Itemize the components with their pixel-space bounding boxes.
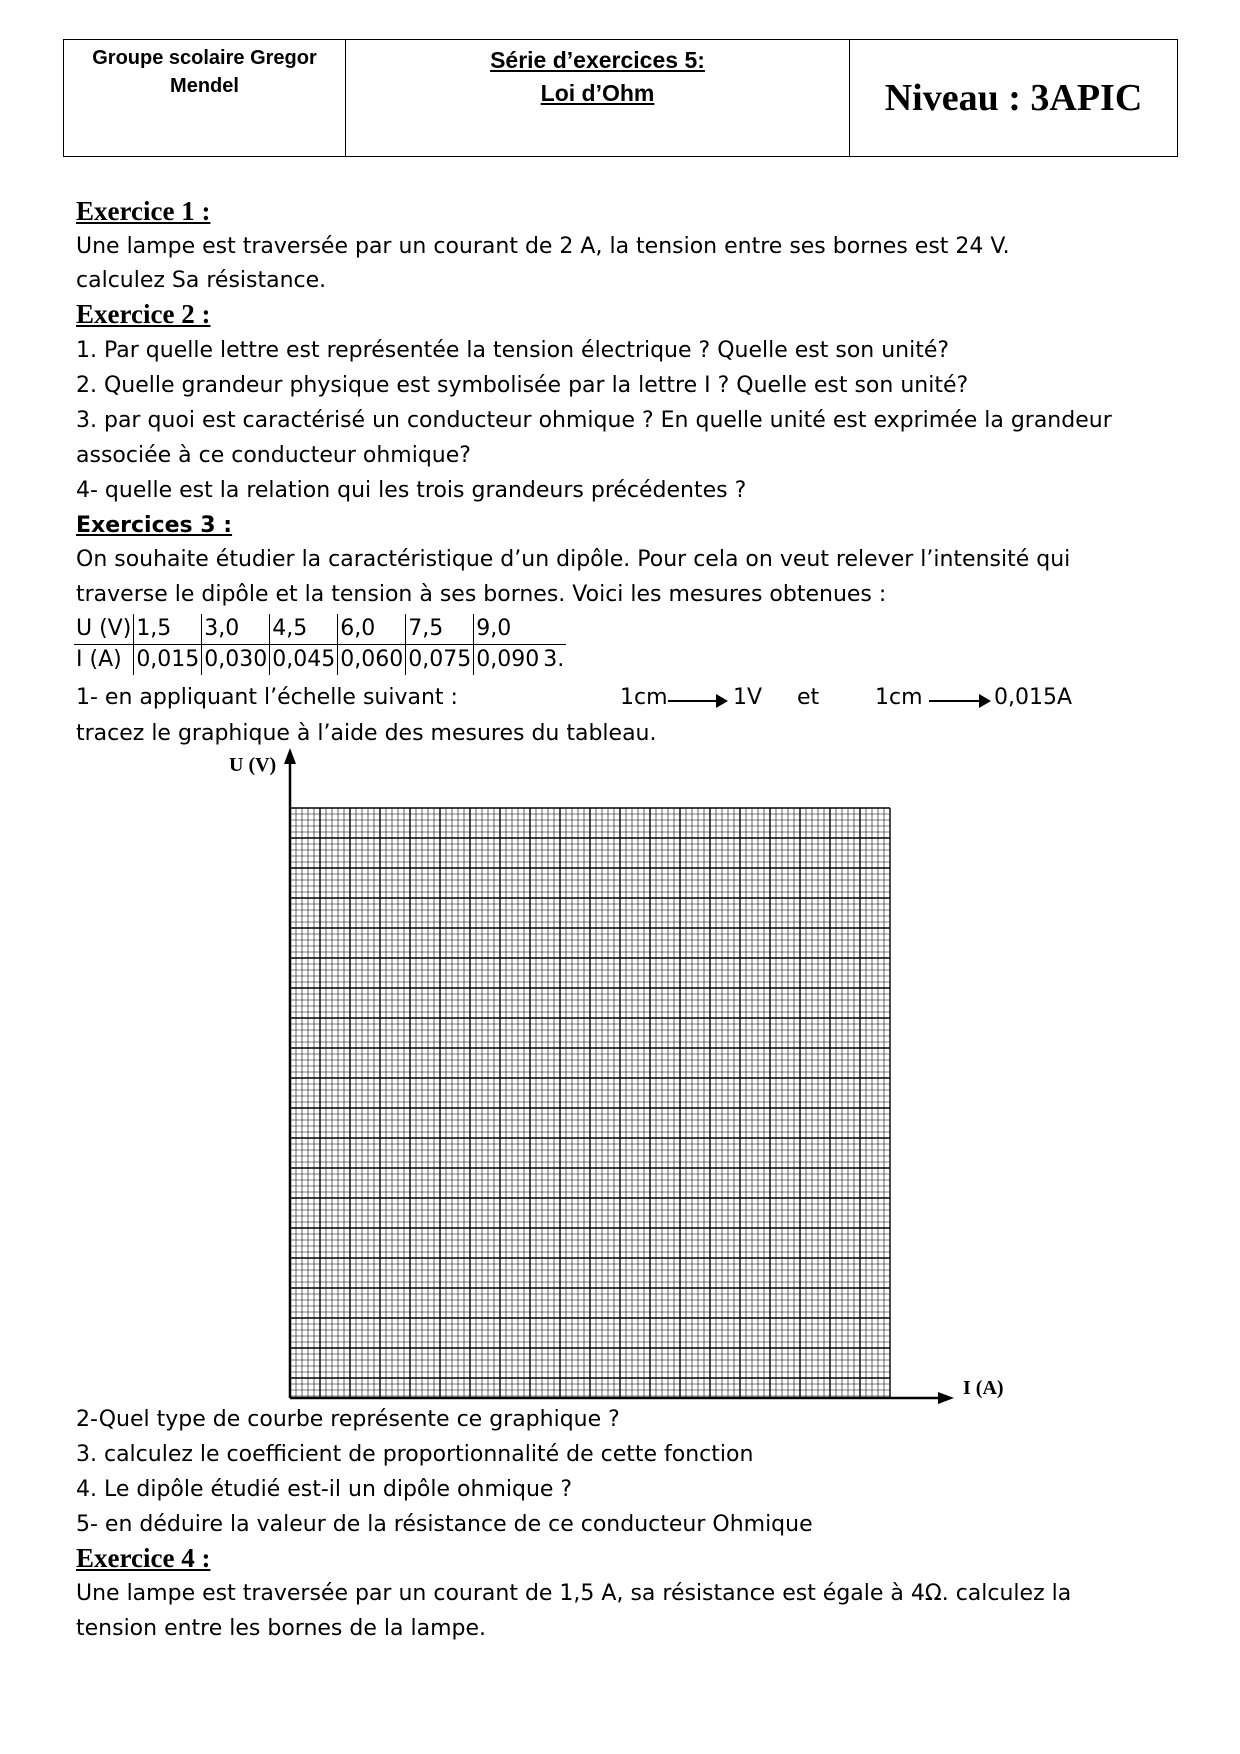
- u-value: 9,0: [474, 614, 541, 645]
- i-value: 0,060: [338, 645, 406, 676]
- i-value: 0,075: [406, 645, 474, 676]
- exercise-1-line: Une lampe est traversée par un courant de 2 A, la tension entre ses bornes est 24 V.: [76, 234, 1010, 259]
- exercise-2-line: associée à ce conducteur ohmique?: [76, 443, 471, 468]
- topic-title: Loi d’Ohm: [540, 80, 655, 106]
- level-label: Niveau : 3APIC: [884, 77, 1143, 119]
- school-name-line-2: Mendel: [170, 75, 239, 97]
- scale-a-right: 1V: [733, 685, 763, 710]
- exercise-3-title: Exercices 3 :: [76, 513, 233, 538]
- trailing-text: 3.: [543, 647, 565, 672]
- millimeter-grid: [290, 808, 890, 1398]
- y-axis-arrowhead: [284, 748, 296, 764]
- u-value: 3,0: [202, 614, 270, 645]
- scale-b-left: 1cm: [875, 685, 923, 710]
- y-axis-label: U (V): [229, 754, 277, 776]
- u-value: 7,5: [406, 614, 474, 645]
- exercise-4-line: tension entre les bornes de la lampe.: [76, 1616, 486, 1641]
- exercise-3-question-1: 1- en appliquant l’échelle suivant :: [76, 685, 458, 710]
- u-label: U (V): [74, 614, 134, 645]
- i-value: 0,090: [474, 645, 541, 676]
- u-value: 1,5: [134, 614, 202, 645]
- exercise-2-line: 2. Quelle grandeur physique est symbolisée par la lettre I ? Quelle est son unité?: [76, 373, 969, 398]
- x-axis-arrowhead: [938, 1392, 954, 1404]
- i-value: 0,015: [134, 645, 202, 676]
- exercise-2-line: 4- quelle est la relation qui les trois grandeurs précédentes ?: [76, 478, 747, 503]
- i-value: 0,045: [270, 645, 338, 676]
- u-value: 6,0: [338, 614, 406, 645]
- exercise-1-title: Exercice 1 :: [76, 196, 211, 226]
- i-label: I (A): [76, 647, 122, 672]
- exercise-2-line: 3. par quoi est caractérisé un conducteur ohmique ? En quelle unité est exprimée la grandeur: [76, 408, 1112, 433]
- exercise-2-title: Exercice 2 :: [76, 299, 211, 329]
- exercise-2-line: 1. Par quelle lettre est représentée la tension électrique ? Quelle est son unité?: [76, 338, 950, 363]
- scale-et: et: [797, 685, 820, 710]
- u-value: 4,5: [270, 614, 338, 645]
- exercise-3-question: 4. Le dipôle étudié est-il un dipôle ohmique ?: [76, 1477, 573, 1502]
- exercise-4-title: Exercice 4 :: [76, 1543, 211, 1573]
- scale-a-left: 1cm: [620, 685, 668, 710]
- i-value: 0,030: [202, 645, 270, 676]
- scale-b-right: 0,015A: [994, 685, 1073, 710]
- exercise-3-question: 5- en déduire la valeur de la résistance de ce conducteur Ohmique: [76, 1512, 813, 1537]
- exercise-4-line: Une lampe est traversée par un courant de 1,5 A, sa résistance est égale à 4Ω. calculez la: [76, 1581, 1072, 1606]
- exercise-3-question: 2-Quel type de courbe représente ce graphique ?: [76, 1407, 620, 1432]
- exercise-3-question: 3. calculez le coefficient de proportionnalité de cette fonction: [76, 1442, 754, 1467]
- exercise-1-line: calculez Sa résistance.: [76, 268, 327, 293]
- exercise-3-intro: traverse le dipôle et la tension à ses bornes. Voici les mesures obtenues :: [76, 582, 887, 607]
- exercise-3-intro: On souhaite étudier la caractéristique d’un dipôle. Pour cela on veut relever l’intensité qui: [76, 547, 1071, 572]
- school-name-line-1: Groupe scolaire Gregor: [92, 47, 317, 69]
- series-title: Série d’exercices 5:: [490, 47, 705, 73]
- exercise-3-question-1b: tracez le graphique à l’aide des mesures du tableau.: [76, 721, 657, 746]
- x-axis-label: I (A): [963, 1377, 1004, 1399]
